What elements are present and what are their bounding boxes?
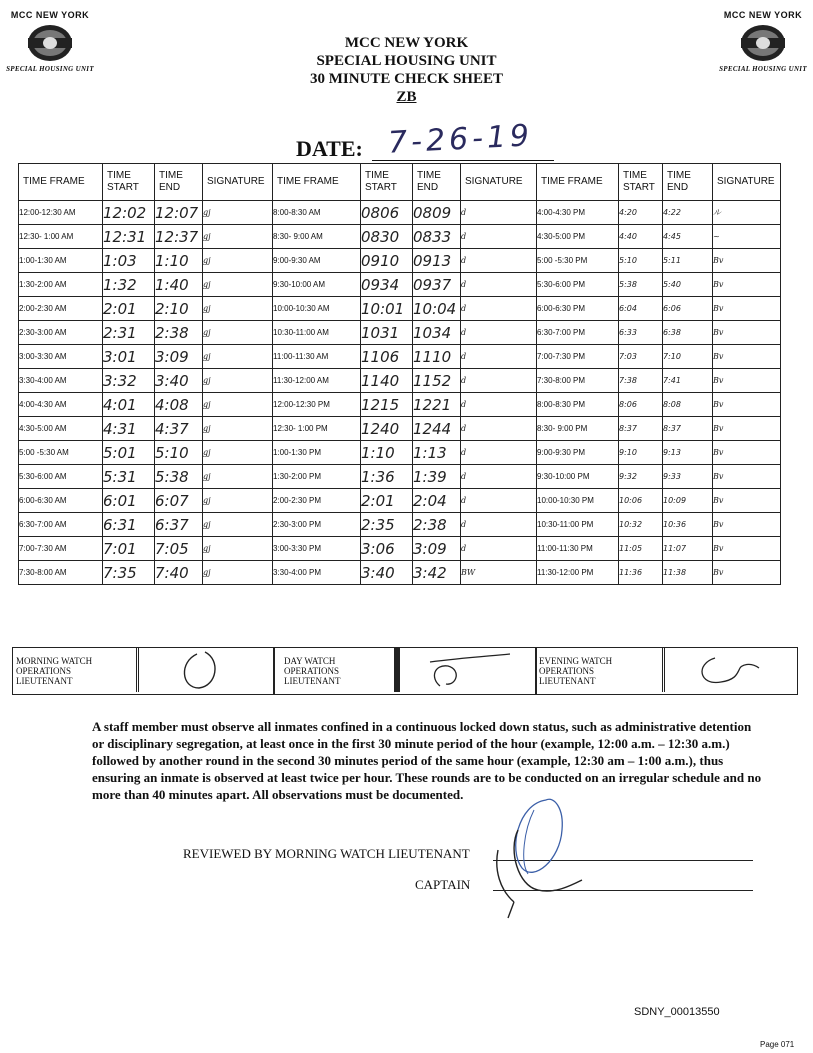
- signature-cell: gj: [203, 249, 273, 273]
- morning-lieutenant-box: [12, 647, 275, 695]
- time-cell: 1152: [413, 369, 461, 393]
- signature-cell: Bv: [713, 393, 781, 417]
- signature-cell: d: [461, 345, 537, 369]
- time-cell: 10:36: [663, 513, 713, 537]
- time-cell: 11:36: [619, 561, 663, 585]
- time-frame-cell: 1:00-1:30 PM: [273, 441, 361, 465]
- signature-cell: d: [461, 465, 537, 489]
- signature-cell: Bv: [713, 441, 781, 465]
- time-cell: 4:40: [619, 225, 663, 249]
- time-frame-cell: 6:30-7:00 PM: [537, 321, 619, 345]
- time-frame-cell: 7:30-8:00 PM: [537, 369, 619, 393]
- time-frame-cell: 2:30-3:00 AM: [19, 321, 103, 345]
- time-cell: 5:31: [103, 465, 155, 489]
- time-cell: 4:20: [619, 201, 663, 225]
- time-cell: 0937: [413, 273, 461, 297]
- signature-cell: d: [461, 489, 537, 513]
- time-cell: 10:01: [361, 297, 413, 321]
- col-header: SIGNATURE: [713, 164, 781, 201]
- time-cell: 0806: [361, 201, 413, 225]
- signature-cell: gj: [203, 225, 273, 249]
- time-cell: 1244: [413, 417, 461, 441]
- time-cell: 10:32: [619, 513, 663, 537]
- day-lieutenant-signature: [394, 648, 542, 692]
- time-cell: 9:10: [619, 441, 663, 465]
- time-cell: 7:05: [155, 537, 203, 561]
- time-cell: 2:31: [103, 321, 155, 345]
- time-cell: 6:31: [103, 513, 155, 537]
- time-frame-cell: 8:30- 9:00 PM: [537, 417, 619, 441]
- time-cell: 10:09: [663, 489, 713, 513]
- signature-cell: gj: [203, 297, 273, 321]
- col-header: TIME START: [103, 164, 155, 201]
- table-row: [19, 321, 781, 345]
- time-frame-cell: 10:30-11:00 AM: [273, 321, 361, 345]
- time-cell: 0830: [361, 225, 413, 249]
- time-cell: 6:04: [619, 297, 663, 321]
- time-frame-cell: 2:00-2:30 AM: [19, 297, 103, 321]
- time-frame-cell: 7:00-7:30 AM: [19, 537, 103, 561]
- table-row: [19, 537, 781, 561]
- time-cell: 3:40: [361, 561, 413, 585]
- signature-cell: gj: [203, 513, 273, 537]
- time-frame-cell: 12:00-12:30 PM: [273, 393, 361, 417]
- time-cell: 3:32: [103, 369, 155, 393]
- time-cell: 2:38: [155, 321, 203, 345]
- header-line3: 30 MINUTE CHECK SHEET: [310, 71, 503, 87]
- time-cell: 6:33: [619, 321, 663, 345]
- time-frame-cell: 10:00-10:30 PM: [537, 489, 619, 513]
- signature-cell: gj: [203, 561, 273, 585]
- time-cell: 5:38: [155, 465, 203, 489]
- date-label: DATE:: [296, 136, 363, 161]
- time-cell: 0833: [413, 225, 461, 249]
- time-frame-cell: 5:00 -5:30 AM: [19, 441, 103, 465]
- header-line2: SPECIAL HOUSING UNIT: [316, 53, 497, 69]
- time-cell: 6:38: [663, 321, 713, 345]
- time-cell: 2:10: [155, 297, 203, 321]
- time-cell: 5:11: [663, 249, 713, 273]
- time-frame-cell: 4:30-5:00 AM: [19, 417, 103, 441]
- col-header: SIGNATURE: [461, 164, 537, 201]
- time-cell: 1106: [361, 345, 413, 369]
- signature-cell: d: [461, 537, 537, 561]
- header-line1: MCC NEW YORK: [344, 35, 469, 51]
- time-cell: 6:37: [155, 513, 203, 537]
- time-frame-cell: 6:30-7:00 AM: [19, 513, 103, 537]
- table-row: [19, 561, 781, 585]
- time-frame-cell: 2:30-3:00 PM: [273, 513, 361, 537]
- time-frame-cell: 9:00-9:30 AM: [273, 249, 361, 273]
- time-cell: 7:03: [619, 345, 663, 369]
- table-row: [19, 489, 781, 513]
- table-row: [19, 297, 781, 321]
- time-frame-cell: 10:00-10:30 AM: [273, 297, 361, 321]
- time-cell: 8:06: [619, 393, 663, 417]
- evening-lieutenant-label: EVENING WATCH OPERATIONS LIEUTENANT: [539, 656, 613, 686]
- table-row: [19, 369, 781, 393]
- time-cell: 2:01: [103, 297, 155, 321]
- time-cell: 1031: [361, 321, 413, 345]
- table-row: [19, 393, 781, 417]
- logo-bottom-text: SPECIAL HOUSING UNIT: [719, 65, 807, 73]
- time-frame-cell: 5:00 -5:30 PM: [537, 249, 619, 273]
- table-row: [19, 345, 781, 369]
- table-row: [19, 417, 781, 441]
- time-frame-cell: 8:00-8:30 AM: [273, 201, 361, 225]
- col-header: TIME FRAME: [19, 164, 103, 201]
- time-cell: 3:40: [155, 369, 203, 393]
- page-number: Page 071: [760, 1040, 795, 1049]
- signature-cell: Bv: [713, 321, 781, 345]
- table-row: [19, 441, 781, 465]
- signature-cell: Bv: [713, 273, 781, 297]
- time-frame-cell: 11:00-11:30 AM: [273, 345, 361, 369]
- table-row: [19, 513, 781, 537]
- col-header: SIGNATURE: [203, 164, 273, 201]
- time-cell: 0910: [361, 249, 413, 273]
- reviewer-signature: [478, 790, 598, 925]
- signature-cell: gj: [203, 321, 273, 345]
- signature-cell: d: [461, 321, 537, 345]
- time-cell: 12:07: [155, 201, 203, 225]
- time-cell: 2:38: [413, 513, 461, 537]
- time-frame-cell: 9:00-9:30 PM: [537, 441, 619, 465]
- bates-number: SDNY_00013550: [634, 1006, 720, 1018]
- signature-cell: d: [461, 201, 537, 225]
- col-header: TIME END: [155, 164, 203, 201]
- signature-cell: d: [461, 249, 537, 273]
- time-frame-cell: 10:30-11:00 PM: [537, 513, 619, 537]
- time-frame-cell: 2:00-2:30 PM: [273, 489, 361, 513]
- signature-cell: d: [461, 513, 537, 537]
- signature-cell: Bv: [713, 465, 781, 489]
- sheet-header: [0, 34, 813, 106]
- time-cell: 5:38: [619, 273, 663, 297]
- signature-cell: d: [461, 417, 537, 441]
- time-frame-cell: 12:30- 1:00 PM: [273, 417, 361, 441]
- time-cell: 8:08: [663, 393, 713, 417]
- time-frame-cell: 7:30-8:00 AM: [19, 561, 103, 585]
- col-header: TIME FRAME: [537, 164, 619, 201]
- signature-cell: d: [461, 297, 537, 321]
- time-cell: 3:09: [155, 345, 203, 369]
- time-frame-cell: 4:00-4:30 PM: [537, 201, 619, 225]
- time-cell: 12:02: [103, 201, 155, 225]
- time-frame-cell: 3:00-3:30 AM: [19, 345, 103, 369]
- time-cell: 10:06: [619, 489, 663, 513]
- time-cell: 3:01: [103, 345, 155, 369]
- time-frame-cell: 12:00-12:30 AM: [19, 201, 103, 225]
- morning-lieutenant-signature: [136, 648, 277, 692]
- time-cell: 11:38: [663, 561, 713, 585]
- time-cell: 3:42: [413, 561, 461, 585]
- signature-cell: Bv: [713, 561, 781, 585]
- col-header: TIME START: [361, 164, 413, 201]
- time-frame-cell: 8:30- 9:00 AM: [273, 225, 361, 249]
- evening-lieutenant-signature: [662, 648, 800, 692]
- signature-cell: gj: [203, 393, 273, 417]
- time-cell: 10:04: [413, 297, 461, 321]
- unit-code: ZB: [396, 89, 417, 105]
- time-cell: 1:39: [413, 465, 461, 489]
- time-cell: 7:10: [663, 345, 713, 369]
- time-frame-cell: 11:30-12:00 PM: [537, 561, 619, 585]
- signature-cell: gj: [203, 441, 273, 465]
- time-cell: 7:01: [103, 537, 155, 561]
- signature-cell: Bv: [713, 249, 781, 273]
- logo-top-text: MCC NEW YORK: [723, 10, 803, 20]
- time-cell: 5:01: [103, 441, 155, 465]
- time-cell: 6:01: [103, 489, 155, 513]
- time-cell: 5:10: [619, 249, 663, 273]
- signature-cell: gj: [203, 273, 273, 297]
- signature-cell: d: [461, 393, 537, 417]
- time-frame-cell: 11:30-12:00 AM: [273, 369, 361, 393]
- time-cell: 4:31: [103, 417, 155, 441]
- time-cell: 0934: [361, 273, 413, 297]
- time-cell: 7:40: [155, 561, 203, 585]
- time-frame-cell: 12:30- 1:00 AM: [19, 225, 103, 249]
- signature-cell: Bv: [713, 489, 781, 513]
- time-cell: 5:10: [155, 441, 203, 465]
- time-cell: 11:05: [619, 537, 663, 561]
- signature-cell: d: [461, 369, 537, 393]
- time-cell: 8:37: [619, 417, 663, 441]
- time-frame-cell: 11:00-11:30 PM: [537, 537, 619, 561]
- time-frame-cell: 6:00-6:30 AM: [19, 489, 103, 513]
- time-cell: 1:40: [155, 273, 203, 297]
- signature-cell: Bv: [713, 417, 781, 441]
- morning-lieutenant-label: MORNING WATCH OPERATIONS LIEUTENANT: [16, 656, 93, 686]
- col-header: TIME END: [663, 164, 713, 201]
- time-cell: 12:31: [103, 225, 155, 249]
- time-cell: 7:38: [619, 369, 663, 393]
- time-cell: 1:10: [361, 441, 413, 465]
- time-cell: 0809: [413, 201, 461, 225]
- time-cell: 7:35: [103, 561, 155, 585]
- time-frame-cell: 6:00-6:30 PM: [537, 297, 619, 321]
- day-lieutenant-box: [273, 647, 537, 695]
- signature-cell: gj: [203, 369, 273, 393]
- time-frame-cell: 3:00-3:30 PM: [273, 537, 361, 561]
- table-row: [19, 225, 781, 249]
- time-cell: 9:13: [663, 441, 713, 465]
- signature-cell: d: [461, 273, 537, 297]
- table-row: [19, 465, 781, 489]
- time-cell: 1:10: [155, 249, 203, 273]
- time-frame-cell: 1:00-1:30 AM: [19, 249, 103, 273]
- day-lieutenant-label: DAY WATCH OPERATIONS LIEUTENANT: [284, 656, 341, 686]
- time-cell: 9:32: [619, 465, 663, 489]
- time-frame-cell: 9:30-10:00 AM: [273, 273, 361, 297]
- signature-cell: d: [461, 225, 537, 249]
- date-value: 7-26-19: [387, 118, 534, 161]
- time-cell: 3:09: [413, 537, 461, 561]
- time-cell: 1:36: [361, 465, 413, 489]
- time-cell: 1:13: [413, 441, 461, 465]
- time-cell: 1240: [361, 417, 413, 441]
- col-header: TIME START: [619, 164, 663, 201]
- time-cell: 1034: [413, 321, 461, 345]
- time-cell: 2:35: [361, 513, 413, 537]
- col-header: TIME END: [413, 164, 461, 201]
- check-log-table: [18, 163, 781, 585]
- time-cell: 11:07: [663, 537, 713, 561]
- time-frame-cell: 5:30-6:00 PM: [537, 273, 619, 297]
- time-cell: 6:07: [155, 489, 203, 513]
- signature-cell: gj: [203, 417, 273, 441]
- time-cell: 4:08: [155, 393, 203, 417]
- signature-cell: Bv: [713, 369, 781, 393]
- time-cell: 1110: [413, 345, 461, 369]
- time-frame-cell: 9:30-10:00 PM: [537, 465, 619, 489]
- signature-cell: Bv: [713, 537, 781, 561]
- time-cell: 5:40: [663, 273, 713, 297]
- logo-top-text: MCC NEW YORK: [10, 10, 90, 20]
- time-cell: 3:06: [361, 537, 413, 561]
- signature-cell: ~: [713, 225, 781, 249]
- time-frame-cell: 4:00-4:30 AM: [19, 393, 103, 417]
- policy-notice: A staff member must observe all inmates confined in a continuous locked down status, such as administrative detention or disciplinary segregation, at least once in the first 30 minute period of the hour (example, 12:00 a.m. – 12:30 a.m.) followed by another round in the second 30 minutes period of the same hour (example, 12:30 am – 1:00 a.m.), thus ensuring an inmate is observed at least twice per hour. These rounds are to be conducted on an irregular schedule and no more than 40 minutes apart. All observations must be documented.: [92, 719, 762, 802]
- signature-cell: d: [461, 441, 537, 465]
- time-cell: 2:04: [413, 489, 461, 513]
- time-frame-cell: 1:30-2:00 PM: [273, 465, 361, 489]
- time-cell: 4:45: [663, 225, 713, 249]
- signature-cell: gj: [203, 489, 273, 513]
- time-frame-cell: 5:30-6:00 AM: [19, 465, 103, 489]
- signature-cell: Bv: [713, 345, 781, 369]
- signature-cell: BW: [461, 561, 537, 585]
- time-cell: 9:33: [663, 465, 713, 489]
- reviewed-by-label: REVIEWED BY MORNING WATCH LIEUTENANT: [183, 846, 470, 861]
- signature-cell: Bv: [713, 513, 781, 537]
- table-row: [19, 201, 781, 225]
- signature-cell: ル: [713, 201, 781, 225]
- time-cell: 4:37: [155, 417, 203, 441]
- time-cell: 1:32: [103, 273, 155, 297]
- time-cell: 1:03: [103, 249, 155, 273]
- time-cell: 8:37: [663, 417, 713, 441]
- logo-bottom-text: SPECIAL HOUSING UNIT: [6, 65, 94, 73]
- signature-cell: gj: [203, 537, 273, 561]
- time-frame-cell: 8:00-8:30 PM: [537, 393, 619, 417]
- time-cell: 0913: [413, 249, 461, 273]
- time-cell: 4:01: [103, 393, 155, 417]
- time-cell: 1140: [361, 369, 413, 393]
- time-cell: 6:06: [663, 297, 713, 321]
- time-cell: 1221: [413, 393, 461, 417]
- time-cell: 7:41: [663, 369, 713, 393]
- time-frame-cell: 3:30-4:00 PM: [273, 561, 361, 585]
- lieutenant-signature-row: [12, 647, 796, 693]
- time-frame-cell: 3:30-4:00 AM: [19, 369, 103, 393]
- time-frame-cell: 4:30-5:00 PM: [537, 225, 619, 249]
- captain-label: CAPTAIN: [415, 877, 471, 892]
- signature-cell: gj: [203, 465, 273, 489]
- time-cell: 1215: [361, 393, 413, 417]
- evening-lieutenant-box: [535, 647, 798, 695]
- table-header-row: [19, 164, 781, 201]
- time-cell: 2:01: [361, 489, 413, 513]
- table-row: [19, 249, 781, 273]
- col-header: TIME FRAME: [273, 164, 361, 201]
- signature-cell: gj: [203, 201, 273, 225]
- time-frame-cell: 7:00-7:30 PM: [537, 345, 619, 369]
- time-cell: 4:22: [663, 201, 713, 225]
- time-frame-cell: 1:30-2:00 AM: [19, 273, 103, 297]
- time-cell: 12:37: [155, 225, 203, 249]
- signature-cell: gj: [203, 345, 273, 369]
- signature-cell: Bv: [713, 297, 781, 321]
- table-row: [19, 273, 781, 297]
